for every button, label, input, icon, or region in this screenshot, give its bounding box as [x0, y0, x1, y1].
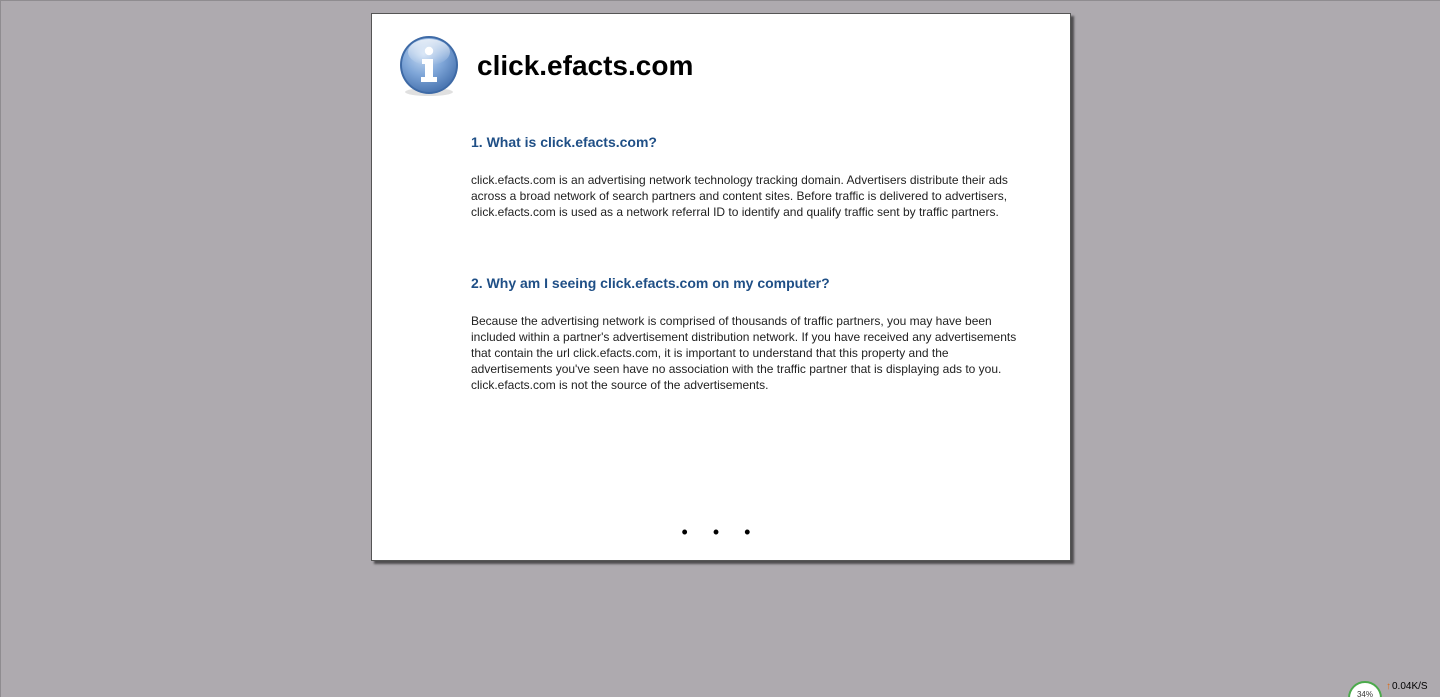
- more-indicator: • • •: [681, 522, 761, 542]
- network-speed-widget[interactable]: [1348, 681, 1434, 697]
- upload-speed: [1386, 681, 1428, 697]
- usage-gauge: 34%: [1348, 681, 1382, 697]
- faq-section-2: [471, 275, 1027, 393]
- info-card: [371, 13, 1071, 561]
- faq-body-1: click.efacts.com is an advertising network technology tracking domain. Advertisers distribute their ads across a broad network of search partners and content sites. Before traffic is delivered to advertisers, click.efacts.com is used as a network referral ID to identify and qualify traffic sent by traffic partners.: [471, 173, 1008, 219]
- faq-heading-2: 2. Why am I seeing click.efacts.com on my computer?: [471, 275, 830, 291]
- faq-section-1: [471, 134, 1027, 220]
- upload-speed-value: 0.04K/S: [1392, 681, 1428, 692]
- faq-content: [471, 134, 1027, 393]
- site-title: click.efacts.com: [477, 50, 694, 81]
- faq-heading-1: 1. What is click.efacts.com?: [471, 134, 657, 150]
- faq-body-2: Because the advertising network is comprised of thousands of traffic partners, you may have been included within a partner's advertisement distribution network. If you have received any advertisements that contain the url click.efacts.com, it is important to understand that this property and the advertisements you've seen have no association with the traffic partner that is displaying ads to you. click.efacts.com is not the source of the advertisements.: [471, 314, 1017, 392]
- card-header: [397, 34, 693, 98]
- info-icon: [397, 34, 461, 98]
- upload-arrow-icon: ↑: [1386, 681, 1391, 692]
